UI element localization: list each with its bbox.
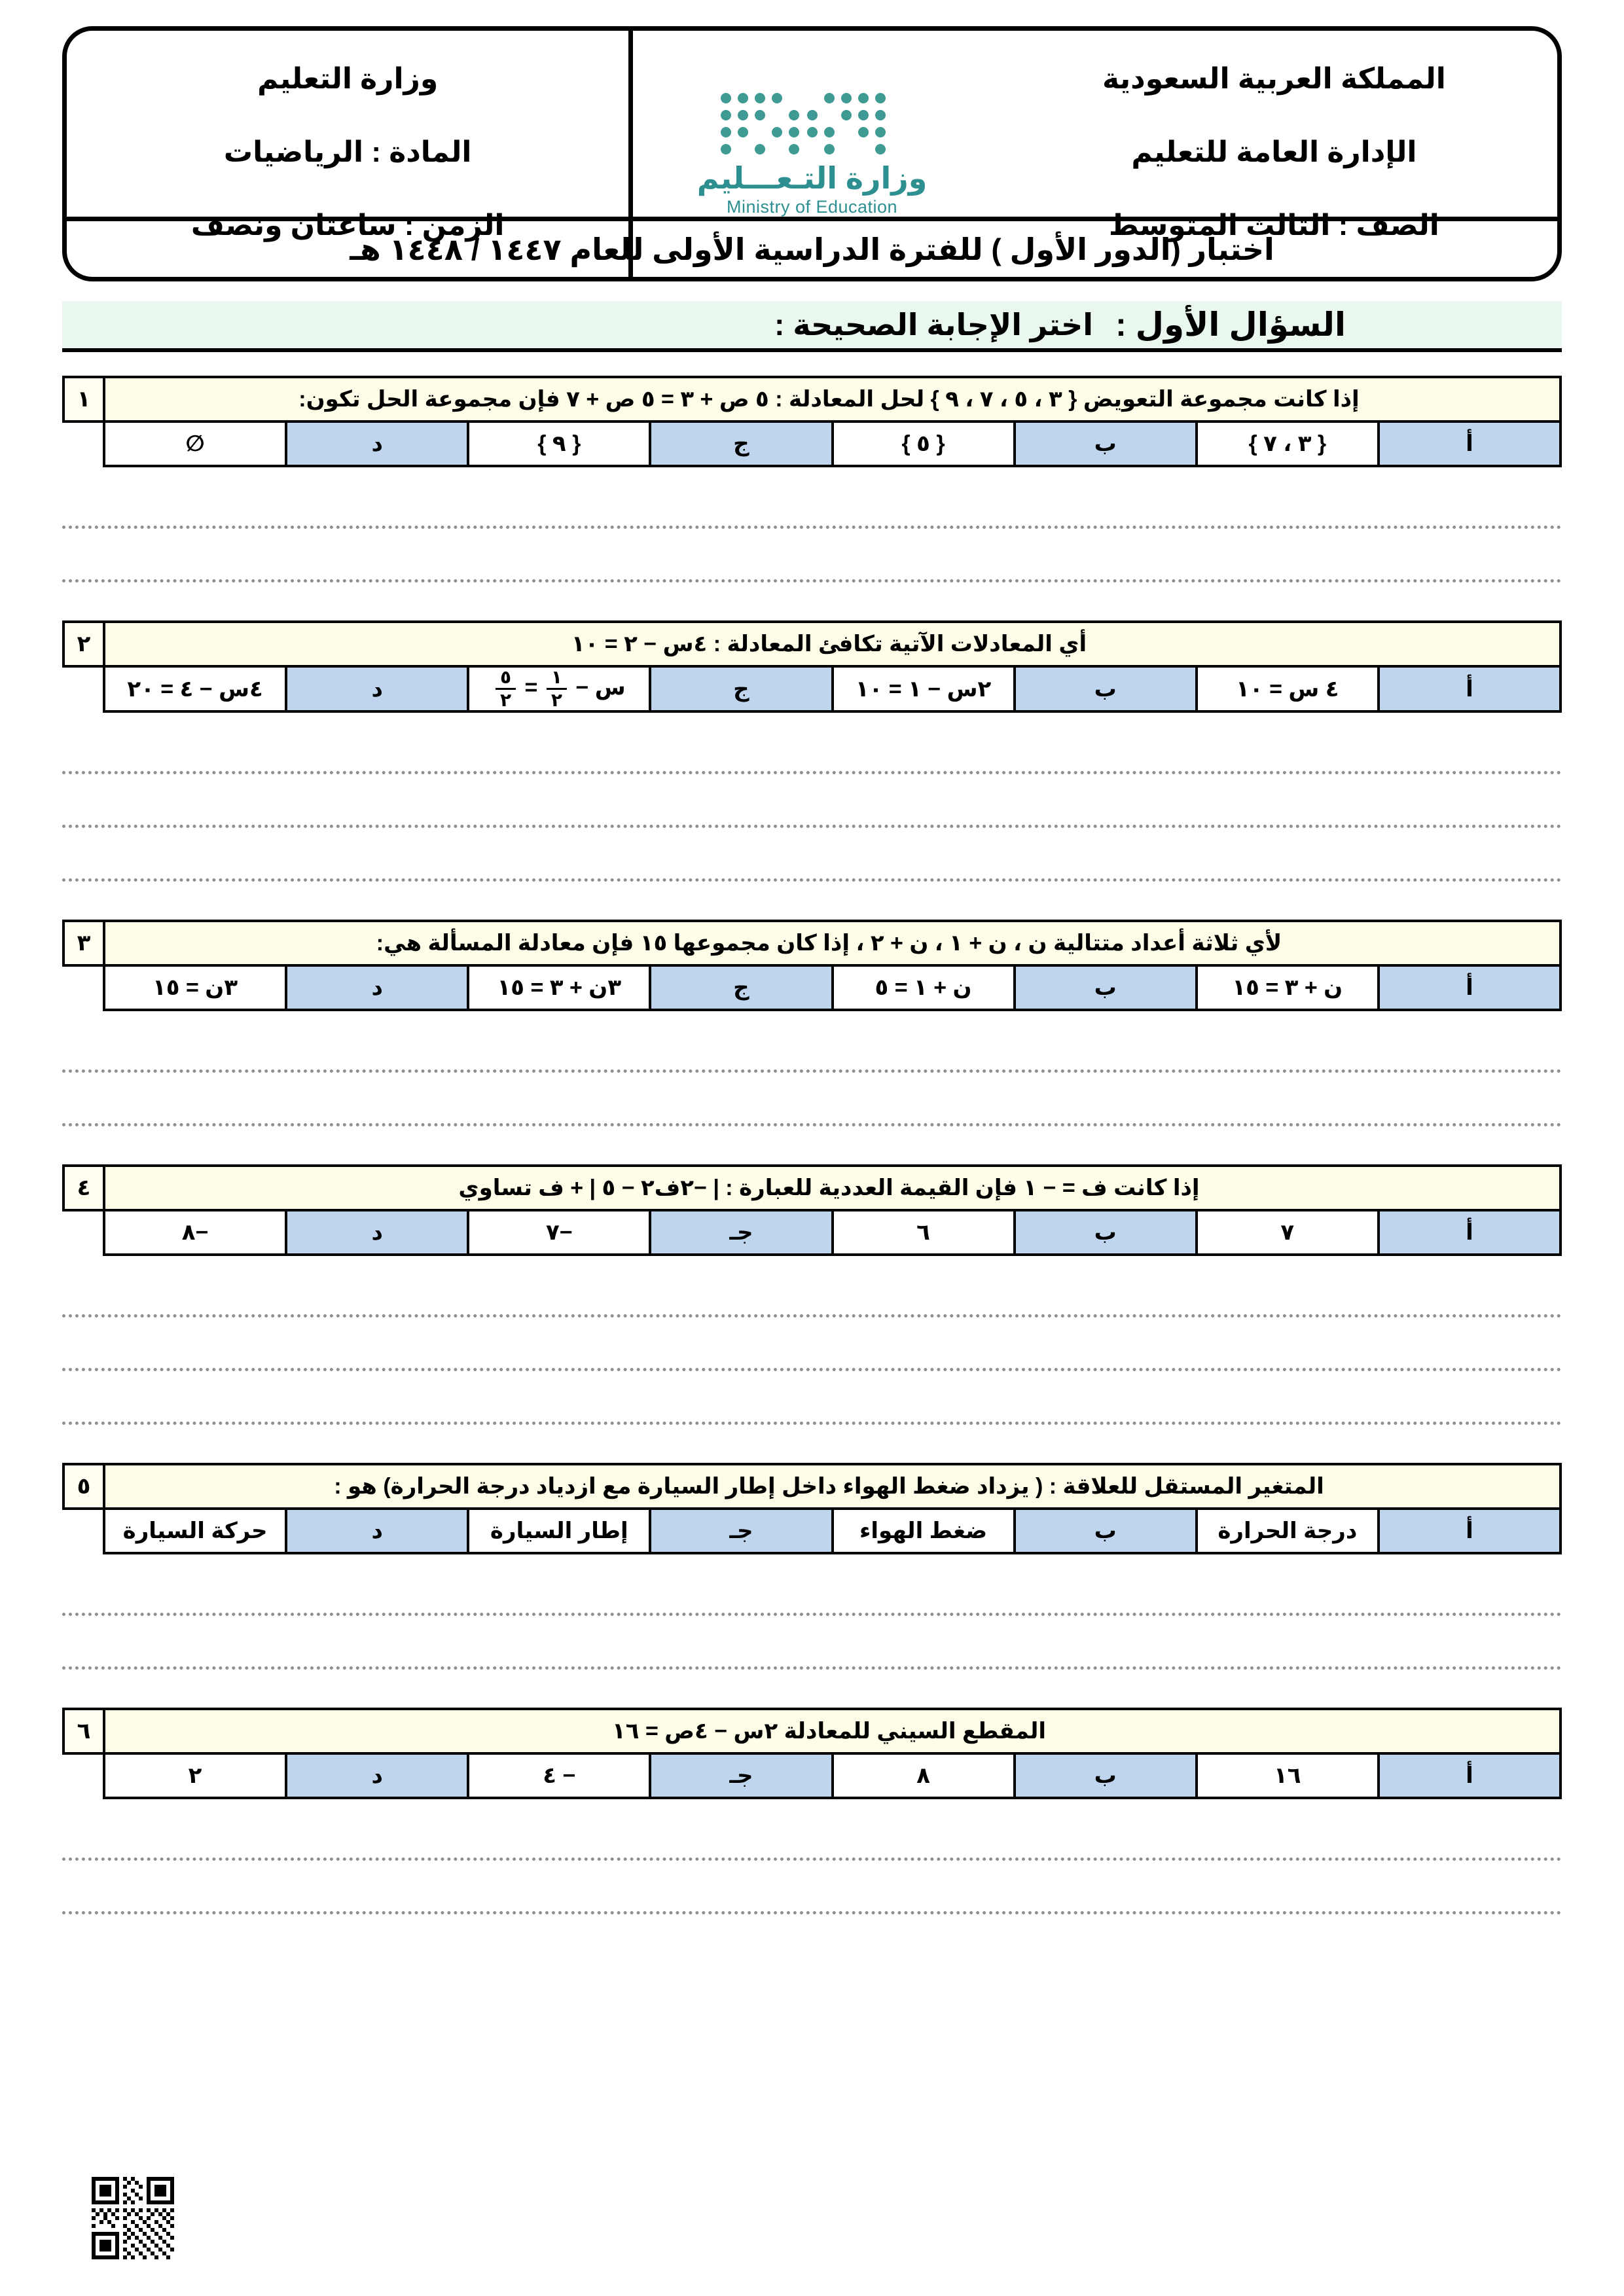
header-subject: المادة : الرياضيات [223,135,472,168]
question-block [62,1463,1562,1670]
option-value[interactable]: حركة السيارة [104,1509,286,1553]
option-value[interactable]: { ٩ } [468,422,650,466]
option-letter[interactable]: أ [1379,965,1561,1010]
answer-line[interactable] [62,529,1562,583]
header-ministry: وزارة التعليم [257,62,439,95]
qr-code-icon [92,2177,174,2259]
answer-line[interactable] [62,475,1562,529]
logo-wordmark-ar: وزارة التـعـــليم [696,161,928,195]
document-header [62,26,1562,281]
option-value[interactable]: ∅ [104,422,286,466]
question-options-row [63,965,1561,1010]
question-number: ١ [63,377,104,422]
question-block [62,1164,1562,1425]
option-fraction-prefix: س − [575,675,626,700]
answer-lines[interactable] [62,1562,1562,1670]
answer-line[interactable] [62,828,1562,882]
question-options-row [63,1210,1561,1255]
option-value[interactable]: درجة الحرارة [1197,1509,1379,1553]
answer-line[interactable] [62,1371,1562,1425]
option-value[interactable]: { ٣ ، ٧ } [1197,422,1379,466]
option-letter[interactable]: جـ [650,1509,832,1553]
option-fraction-equals: = [524,675,538,700]
answer-line[interactable] [62,1264,1562,1318]
option-value[interactable]: −٧ [468,1210,650,1255]
option-value[interactable]: إطار السيارة [468,1509,650,1553]
option-letter[interactable]: ج [650,666,832,711]
answer-line[interactable] [62,1616,1562,1670]
option-value[interactable]: ٤س − ٤ = ٢٠ [104,666,286,711]
question-stem-row [63,1464,1561,1509]
answer-line[interactable] [62,1861,1562,1914]
answer-line[interactable] [62,1318,1562,1371]
question-stem: أي المعادلات الآتية تكافئ المعادلة : ٤س − ٢ = ١٠ [104,622,1561,666]
question-number: ٤ [63,1166,104,1210]
question-stem: المقطع السيني للمعادلة ٢س − ٤ص = ١٦ [104,1709,1561,1753]
option-letter[interactable]: ب [1015,422,1197,466]
option-letter[interactable]: ب [1015,1509,1197,1553]
question-stem: إذا كانت ف = − ١ فإن القيمة العددية للعبارة : | −٢ف٢ − ٥ | + ف تساوي [104,1166,1561,1210]
question-stem-row [63,377,1561,422]
question-stem: إذا كانت مجموعة التعويض { ٣ ، ٥ ، ٧ ، ٩ } لحل المعادلة : ٥ ص + ٣ = ٥ ص + ٧ فإن مجموعة الحل تكون: [104,377,1561,422]
question-number: ٦ [63,1709,104,1753]
answer-lines[interactable] [62,1019,1562,1126]
options-row-filler [63,1509,104,1553]
answer-line[interactable] [62,1562,1562,1616]
exam-title: اختبار (الدور الأول ) للفترة الدراسية الأولى للعام ١٤٤٧ / ١٤٤٨ هـ [350,232,1274,266]
option-value[interactable]: ضغط الهواء [833,1509,1015,1553]
answer-line[interactable] [62,1073,1562,1126]
section-instruction: اختر الإجابة الصحيحة : [774,308,1094,342]
option-value[interactable] [468,666,650,711]
question-number: ٣ [63,921,104,965]
options-row-filler [63,965,104,1010]
logo-dots-icon [714,89,911,158]
option-fraction-right: $\frac{٥}{٢}$ [496,668,516,709]
question-stem-row [63,921,1561,965]
answer-lines[interactable] [62,475,1562,583]
option-letter[interactable]: جـ [650,1753,832,1798]
option-value[interactable]: ٨ [833,1753,1015,1798]
option-letter[interactable]: د [286,1210,468,1255]
option-value[interactable]: ن + ١ = ٥ [833,965,1015,1010]
options-row-filler [63,422,104,466]
answer-lines[interactable] [62,1807,1562,1914]
questions-container [62,376,1562,1914]
answer-line[interactable] [62,1807,1562,1861]
question-block [62,376,1562,583]
header-administration: الإدارة العامة للتعليم [1131,135,1417,168]
answer-line[interactable] [62,1019,1562,1073]
section-header [62,301,1562,352]
answer-line[interactable] [62,774,1562,828]
option-value[interactable]: ٣ن = ١٥ [104,965,286,1010]
option-letter[interactable]: ب [1015,965,1197,1010]
question-table [62,620,1562,713]
options-row-filler [63,1210,104,1255]
answer-line[interactable] [62,721,1562,774]
options-row-filler [63,1753,104,1798]
question-number: ٥ [63,1464,104,1509]
option-letter[interactable]: د [286,666,468,711]
option-letter[interactable]: د [286,422,468,466]
question-block [62,620,1562,882]
question-table [62,1164,1562,1256]
question-table [62,376,1562,467]
option-fraction-left: $\frac{١}{٢}$ [547,668,567,709]
header-duration: الزمن : ساعتان ونصف [190,209,505,242]
question-stem-row [63,1709,1561,1753]
option-letter[interactable]: ج [650,422,832,466]
option-letter[interactable]: ب [1015,666,1197,711]
option-value[interactable]: ٣ن + ٣ = ١٥ [468,965,650,1010]
option-letter[interactable]: د [286,1753,468,1798]
question-options-row [63,1753,1561,1798]
option-letter[interactable]: د [286,965,468,1010]
option-value[interactable]: − ٤ [468,1753,650,1798]
question-stem-row [63,622,1561,666]
option-letter[interactable]: ب [1015,1753,1197,1798]
header-country: المملكة العربية السعودية [1102,62,1446,95]
option-value[interactable]: ١٦ [1197,1753,1379,1798]
option-value[interactable]: ٤ س = ١٠ [1197,666,1379,711]
options-row-filler [63,666,104,711]
option-value[interactable]: −٨ [104,1210,286,1255]
question-table [62,1463,1562,1554]
question-table [62,920,1562,1011]
logo-wordmark-en: Ministry of Education [726,197,898,217]
question-block [62,1708,1562,1914]
question-options-row [63,1509,1561,1553]
option-letter[interactable]: ج [650,965,832,1010]
option-letter[interactable]: أ [1379,422,1561,466]
option-letter[interactable]: أ [1379,1753,1561,1798]
question-options-row [63,666,1561,711]
ministry-of-education-logo [697,89,928,216]
question-table [62,1708,1562,1799]
option-value[interactable]: ٢س − ١ = ١٠ [833,666,1015,711]
answer-lines[interactable] [62,721,1562,882]
question-number: ٢ [63,622,104,666]
question-stem-row [63,1166,1561,1210]
answer-lines[interactable] [62,1264,1562,1425]
option-value[interactable]: ٧ [1197,1210,1379,1255]
option-letter[interactable]: ب [1015,1210,1197,1255]
option-letter[interactable]: أ [1379,1509,1561,1553]
option-value[interactable]: ٦ [833,1210,1015,1255]
option-letter[interactable]: د [286,1509,468,1553]
option-value[interactable]: ٢ [104,1753,286,1798]
question-block [62,920,1562,1126]
option-letter[interactable]: أ [1379,1210,1561,1255]
option-letter[interactable]: أ [1379,666,1561,711]
section-label: السؤال الأول : [1115,306,1346,343]
exam-title-bar [67,217,1557,277]
question-stem: المتغير المستقل للعلاقة : ( يزداد ضغط الهواء داخل إطار السيارة مع ازدياد درجة الحرارة) هو : [104,1464,1561,1509]
question-options-row [63,422,1561,466]
option-letter[interactable]: جـ [650,1210,832,1255]
question-stem: لأي ثلاثة أعداد متتالية ن ، ن + ١ ، ن + ٢ ، إذا كان مجموعها ١٥ فإن معادلة المسألة هي: [104,921,1561,965]
option-value[interactable]: { ٥ } [833,422,1015,466]
option-value[interactable]: ن + ٣ = ١٥ [1197,965,1379,1010]
header-grade: الصف : الثالث المتوسط [1108,209,1439,242]
